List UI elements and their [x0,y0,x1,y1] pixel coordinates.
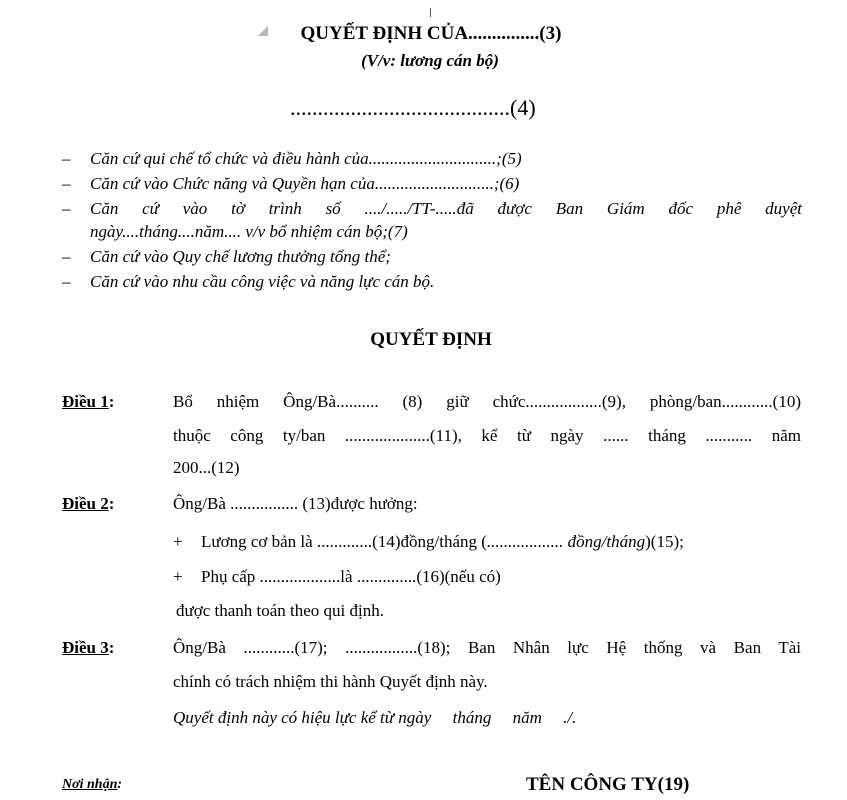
basis-item: Căn cứ vào Quy chế lương thưởng tổng thể; [90,247,391,266]
article-2-line-1: Ông/Bà ................ (13)được hưởng: [173,494,418,513]
basis-item: Căn cứ vào Chức năng và Quyền hạn của............................;(6) [90,174,520,193]
article-2-label: Điều 2: [62,494,115,513]
article-1-line-1: Bổ nhiệm Ông/Bà.......... (8) giữ chức..................(9), phòng/ban............(10) [173,392,801,411]
plus-marker: + [173,567,183,586]
article-3-line-2: chính có trách nhiệm thi hành Quyết định này. [173,672,488,691]
bullet-dash: – [62,247,71,266]
article-1-line-3: 200...(12) [173,458,240,477]
recipients-label: Nơi nhận: [62,777,123,792]
basis-item: Căn cứ vào nhu cầu công việc và năng lực cán bộ. [90,272,435,291]
allowance-line: Phụ cấp ...................là ..............(16)(nếu có) [201,567,501,586]
basis-item: Căn cứ vào tờ trình số ..../...../TT-.....đã được Ban Giám đốc phê duyệt [90,199,802,218]
bullet-dash: – [62,199,71,218]
plus-marker: + [173,532,183,551]
effective-date-line: Quyết định này có hiệu lực kể từ ngày tháng năm ./. [173,708,577,727]
article-1-line-2: thuộc công ty/ban ....................(11), kể từ ngày ...... tháng ........... năm [173,426,801,445]
bullet-dash: – [62,272,71,291]
article-3-label: Điều 3: [62,638,115,657]
basis-item-continued: ngày....tháng....năm.... v/v bổ nhiệm cán bộ;(7) [90,222,408,241]
payment-note: được thanh toán theo qui định. [176,601,385,620]
text-cursor [430,8,431,17]
article-1-label: Điều 1: [62,392,115,411]
salary-line: Lương cơ bản là .............(14)đồng/tháng (.................. đồng/tháng)(15); [201,532,684,551]
organization-placeholder: ........................................(4) [290,95,536,120]
bullet-dash: – [62,149,71,168]
document-subtitle: (V/v: lương cán bộ) [361,51,499,70]
company-name-signature: TÊN CÔNG TY(19) [526,774,690,795]
decision-heading: QUYẾT ĐỊNH [370,329,492,350]
basis-item: Căn cứ qui chế tổ chức và điều hành của..............................;(5) [90,149,522,168]
article-3-line-1: Ông/Bà ............(17); .................(18); Ban Nhân lực Hệ thống và Ban Tài [173,638,801,657]
document-title: QUYẾT ĐỊNH CỦA...............(3) [300,23,562,44]
bullet-dash: – [62,174,71,193]
